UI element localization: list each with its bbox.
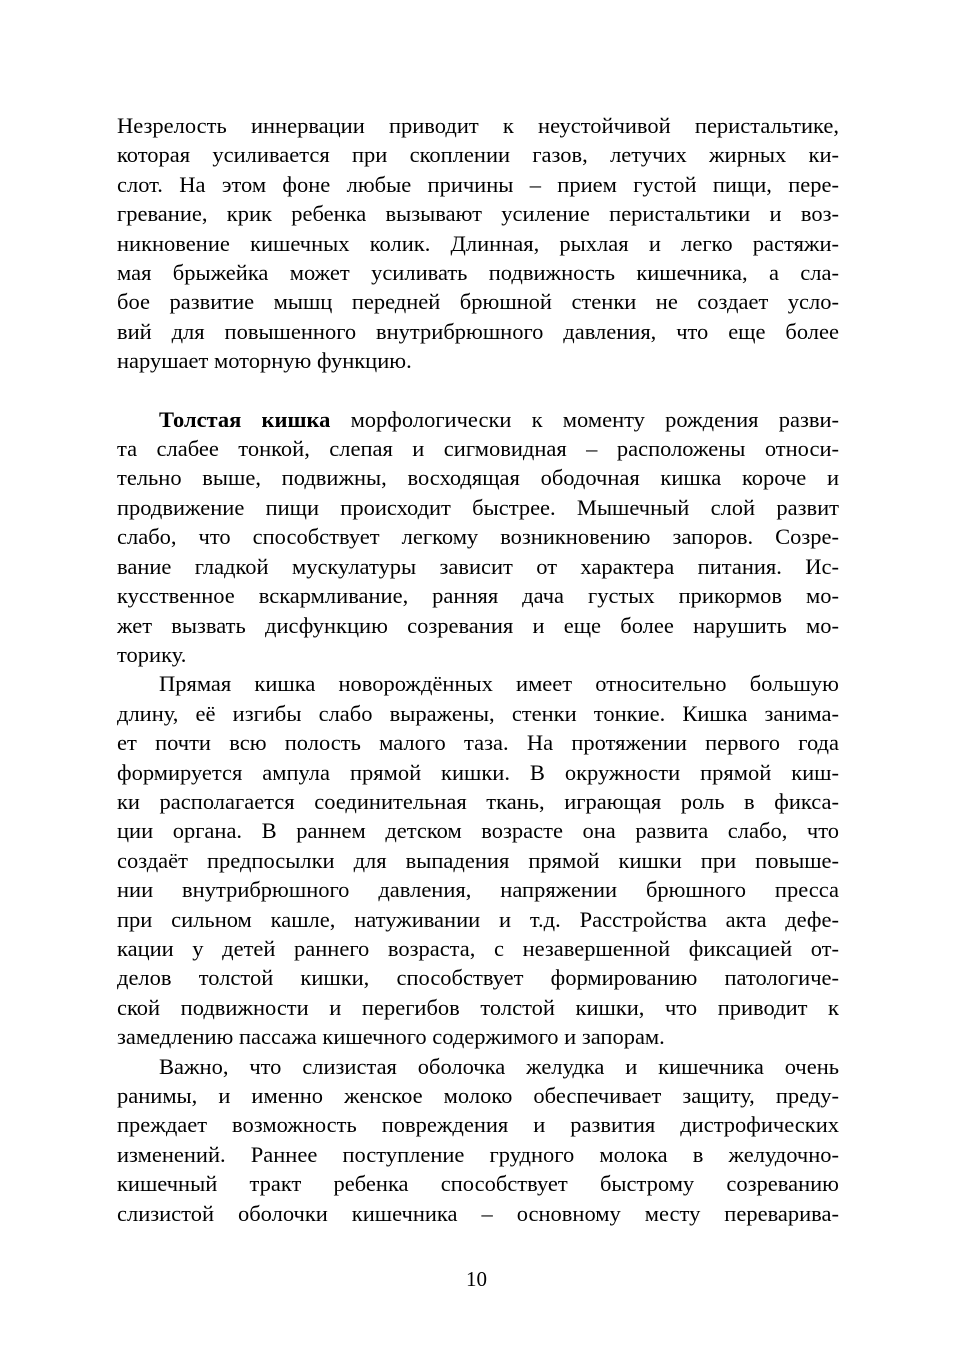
paragraph-rectum <box>117 669 839 1051</box>
text-line: бое развитие мышц передней брюшной стенки не создает усло- <box>117 289 839 315</box>
text-line: вий для повышенного внутрибрюшного давления, что еще более <box>117 318 839 344</box>
text-line: продвижение пищи происходит быстрее. Мышечный слой развит <box>117 494 839 520</box>
text-line: мая брыжейка может усиливать подвижность кишечника, а сла- <box>117 260 839 286</box>
text-line: кусственное вскармливание, ранняя дача густых прикормов мо- <box>117 583 839 609</box>
paragraph-mucosa <box>117 1052 839 1228</box>
text-line: делов толстой кишки, способствует формированию патологиче- <box>117 965 839 991</box>
text-line: вание гладкой мускулатуры зависит от характера питания. Ис- <box>117 553 839 579</box>
text-line: нарушает моторную функцию. <box>117 348 412 374</box>
text-line: Прямая кишка новорождённых имеет относительно большую <box>159 671 839 697</box>
text-line: ранимы, и именно женское молоко обеспечивает защиту, преду- <box>117 1083 839 1108</box>
text-line: тельно выше, подвижны, восходящая ободочная кишка короче и <box>117 465 839 491</box>
paragraph-innervation <box>117 111 839 376</box>
text-line: слизистой оболочки кишечника – основному месту переварива- <box>117 1200 839 1226</box>
text-line: замедлению пассажа кишечного содержимого и запорам. <box>117 1024 665 1050</box>
text-line: Незрелость иннервации приводит к неустойчивой перистальтике, <box>117 113 839 138</box>
text-line: длину, её изгибы слабо выражены, стенки тонкие. Кишка занима- <box>117 700 839 726</box>
paragraph-large-intestine <box>117 405 839 670</box>
text-line: ции органа. В раннем детском возрасте она развита слабо, что <box>117 818 839 844</box>
text-line: слот. На этом фоне любые причины – прием густой пищи, пере- <box>117 171 839 197</box>
page-number: 10 <box>466 1267 487 1291</box>
text-line: жет вызвать дисфункцию созревания и еще более нарушить мо- <box>117 612 839 638</box>
text-line: торику. <box>117 641 187 667</box>
text-line: слабо, что способствует легкому возникновению запоров. Созре- <box>117 524 839 550</box>
text-line: при сильном кашле, натуживании и т.д. Расстройства акта дефе- <box>117 906 839 932</box>
text-line: ки располагается соединительная ткань, играющая роль в фикса- <box>117 788 839 814</box>
text-line-rest: морфологически к моменту рождения разви- <box>330 406 839 432</box>
text-line: создаёт предпосылки для выпадения прямой кишки при повыше- <box>117 847 839 873</box>
text-line: изменений. Раннее поступление грудного молока в желудочно- <box>117 1141 839 1167</box>
text-line: никновение кишечных колик. Длинная, рыхлая и легко растяжи- <box>117 230 839 256</box>
text-line: кации у детей раннего возраста, с незавершенной фиксацией от- <box>117 935 839 961</box>
body-text <box>117 111 839 1228</box>
text-line: ет почти всю полость малого таза. На протяжении первого года <box>117 730 839 756</box>
text-line: та слабее тонкой, слепая и сигмовидная – расположены относи- <box>117 436 839 462</box>
text-line: ской подвижности и перегибов толстой кишки, что приводит к <box>117 994 839 1020</box>
text-line: Важно, что слизистая оболочка желудка и кишечника очень <box>159 1053 839 1079</box>
text-line: гревание, крик ребенка вызывают усиление перистальтики и воз- <box>117 201 839 227</box>
text-line: которая усиливается при скоплении газов, летучих жирных ки- <box>117 142 839 168</box>
text-line: преждает возможность повреждения и развития дистрофических <box>117 1112 839 1138</box>
text-line: кишечный тракт ребенка способствует быстрому созреванию <box>117 1171 839 1197</box>
text-line-first <box>117 405 839 434</box>
text-line: формируется ампула прямой кишки. В окружности прямой киш- <box>117 759 839 785</box>
bold-term: Толстая кишка <box>159 406 331 432</box>
text-line: нии внутрибрюшного давления, напряжении брюшного пресса <box>117 877 839 903</box>
